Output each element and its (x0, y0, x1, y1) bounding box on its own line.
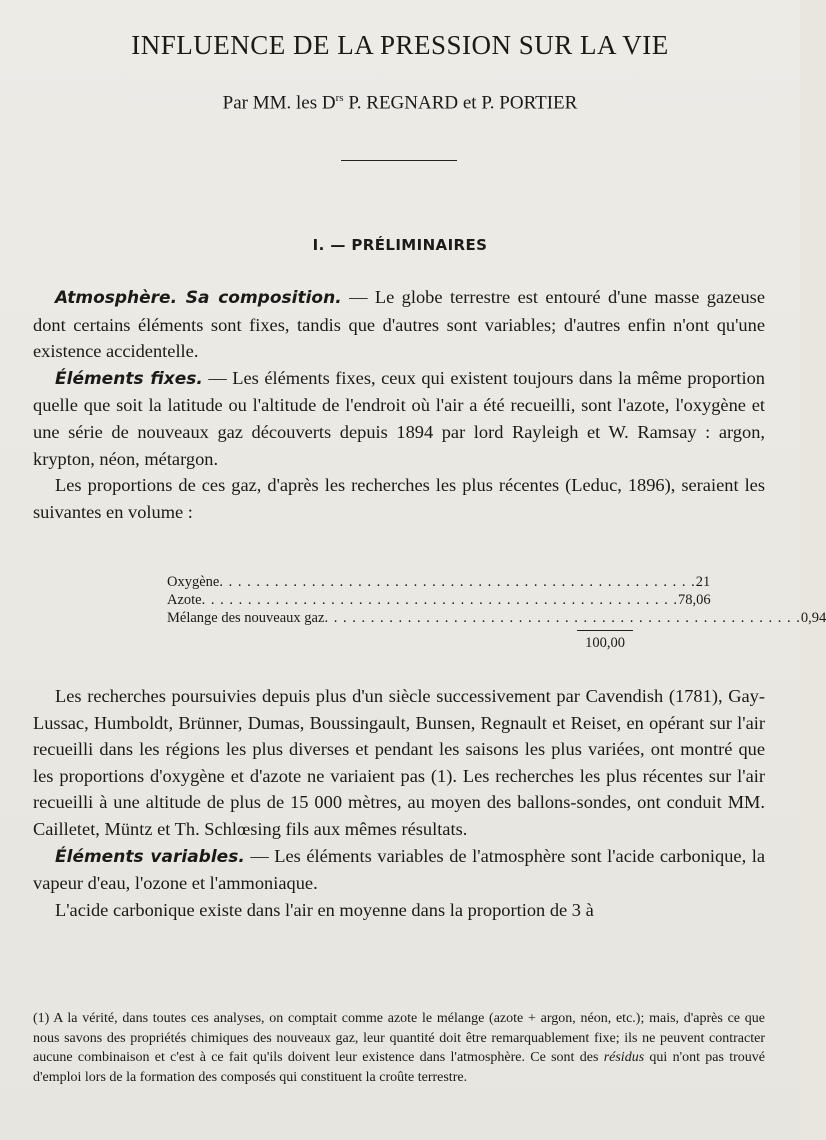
table-row-value: 21 (695, 574, 711, 590)
table-row (167, 574, 711, 592)
authors-prefix: Par MM. les D (222, 92, 336, 114)
runin-elements-fixes: Éléments fixes. (55, 368, 203, 389)
authors-names: P. REGNARD et P. PORTIER (343, 92, 578, 114)
table-row (167, 592, 711, 610)
total-rule (577, 630, 633, 631)
footnote-part1: (1) A la vérité, dans toutes ces analyses, on comptait comme azote le mélange (azote + argon, néon, etc.); mais, d'après ce que nous savons des propriétés chimiques des nouveaux gaz, leur quantité doit être remarquablement fixe; ils ne peuvent contracter aucune combinaison et c'est à ce fait qu'ils doivent leur existence dans l'atmosphère. Ce sont des (33, 1011, 765, 1066)
body-block-top (33, 284, 765, 525)
paragraph-text: Les recherches poursuivies depuis plus d'un siècle successivement par Cavendish (1781), Gay-Lussac, Humboldt, Brünner, Dumas, Boussingault, Bunsen, Regnault et Reiset, en opérant sur l'air recueilli dans les régions les plus diverses et pendant les saisons les plus variées, ont montré que les proportions d'oxygène et d'azote ne variaient pas (1). Les recherches les plus récentes sur l'air recueilli à une altitude de plus de 15 000 mètres, au moyen des ballons-sondes, ont conduit MM. Cailletet, Müntz et Th. Schlœsing fils aux mêmes résultats. (33, 686, 765, 839)
table-total-row (167, 635, 633, 652)
composition-table (167, 574, 826, 652)
table-row-value: 78,06 (678, 592, 711, 608)
title-divider (341, 160, 457, 161)
leader-dots: . . . . . . . . . . . . . . . . . . . . . . . . . . . . . . . . . . . . . . . . . . . . . . . . . . . . (324, 610, 801, 626)
table-total-value: 100,00 (585, 635, 625, 651)
runin-elements-variables: Éléments variables. (55, 846, 245, 867)
body-block-bottom (33, 683, 765, 923)
table-row (167, 610, 826, 628)
authors-line (0, 92, 800, 114)
paragraph-text: — Les éléments fixes, ceux qui existent toujours dans la même proportion quelle que soit la latitude ou l'altitude de l'endroit où l'air a été recueilli, sont l'azote, l'oxygène et une série de nouveaux gaz découverts depuis 1894 par lord Rayleigh et W. Ramsay : argon, krypton, néon, métargon. (33, 367, 765, 469)
table-row-label: Oxygène (167, 574, 220, 590)
section-heading: I. — PRÉLIMINAIRES (312, 236, 488, 254)
paragraph-acide-carbonique (33, 897, 765, 924)
runin-atmosphere: Atmosphère. Sa composition. (55, 288, 342, 308)
paragraph-text: Les proportions de ces gaz, d'après les recherches les plus récentes (Leduc, 1896), seraient les suivantes en volume : (33, 475, 765, 522)
paragraph-elements-fixes (33, 365, 765, 472)
leader-dots: . . . . . . . . . . . . . . . . . . . . . . . . . . . . . . . . . . . . . . . . . . . . . . . . . . . . (219, 574, 696, 590)
page-title: INFLUENCE DE LA PRESSION SUR LA VIE (131, 30, 669, 60)
footnote-emphasis: résidus (603, 1050, 645, 1066)
table-row-label: Mélange des nouveaux gaz (167, 610, 325, 626)
authors-sup: rs (335, 92, 344, 104)
table-row-value: 0,94 (800, 610, 826, 626)
paragraph-proportions (33, 472, 765, 525)
paragraph-recherches (33, 683, 765, 843)
leader-dots: . . . . . . . . . . . . . . . . . . . . . . . . . . . . . . . . . . . . . . . . . . . . . . . . . . . . (201, 592, 678, 608)
table-row-label: Azote (167, 592, 202, 608)
paragraph-text: L'acide carbonique existe dans l'air en moyenne dans la proportion de 3 à (55, 899, 594, 920)
paragraph-atmosphere (33, 284, 765, 365)
paragraph-text: — Le globe terrestre est entouré d'une masse gazeuse dont certains éléments sont fixes, tandis que d'autres sont variables; d'autres enfin n'ont qu'une existence accidentelle. (33, 287, 765, 362)
paragraph-text: — Les éléments variables de l'atmosphère sont l'acide carbonique, la vapeur d'eau, l'ozone et l'ammoniaque. (33, 845, 765, 894)
footnote (33, 1009, 765, 1087)
paragraph-elements-variables (33, 843, 765, 897)
footnote-text (33, 1009, 765, 1087)
footnote-part2: qui n'ont pas trouvé d'emploi lors de la formation des composés qui constituent la croûte terrestre. (33, 1050, 766, 1085)
